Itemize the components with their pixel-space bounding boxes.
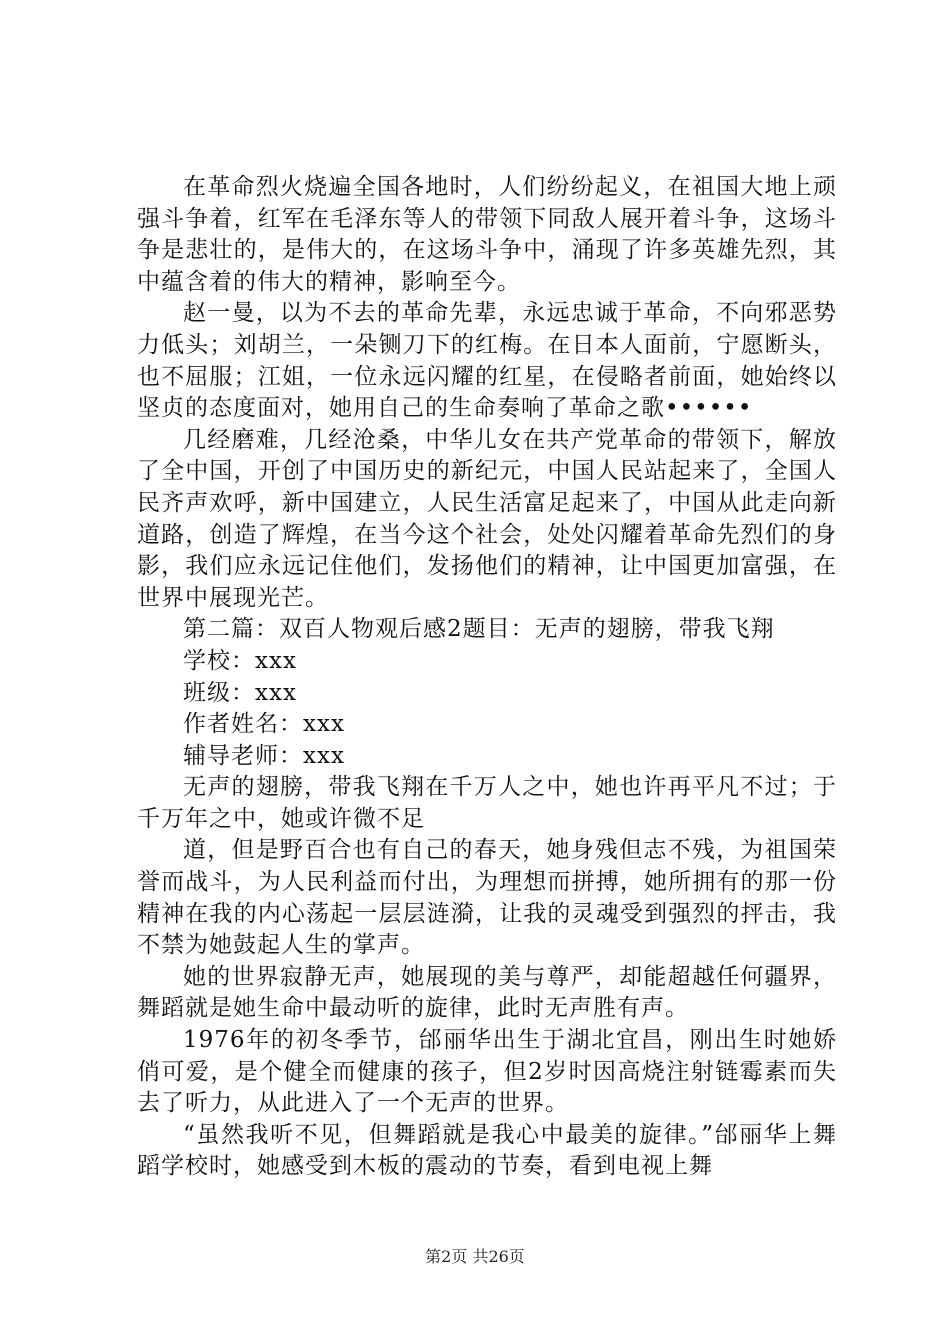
info-teacher: 辅导老师：xxx: [183, 742, 345, 769]
document-body: [137, 172, 837, 1183]
info-author: 作者姓名：xxx: [183, 711, 345, 738]
page-footer: 第2页 共26页: [425, 1247, 525, 1266]
paragraph: 无声的翅膀，带我飞翔在千万人之中，她也许再平凡不过；于千万年之中，她或许微不足: [137, 774, 837, 832]
paragraph: 赵一曼，以为不去的革命先辈，永远忠诚于革命，不向邪恶势力低头；刘胡兰，一朵铡刀下的红梅。在日本人面前，宁愿断头，也不屈服；江姐，一位永远闪耀的红星，在侵略者前面，她始终以坚贞的态度面对，她用自己的生命奏响了革命之歌••••••: [137, 300, 837, 422]
info-school: 学校：xxx: [183, 647, 297, 674]
paragraph: 在革命烈火烧遍全国各地时，人们纷纷起义，在祖国大地上顽强斗争着，红军在毛泽东等人的带领下同敌人展开着斗争，这场斗争是悲壮的，是伟大的，在这场斗争中，涌现了许多英雄先烈，其中蕴含着的伟大的精神，影响至今。: [137, 174, 837, 295]
paragraph: “虽然我听不见，但舞蹈就是我心中最美的旋律。”邰丽华上舞蹈学校时，她感受到木板的震动的节奏，看到电视上舞: [137, 1121, 837, 1180]
section-heading: 第二篇：双百人物观后感2题目：无声的翅膀，带我飞翔: [183, 616, 775, 643]
paragraph: 她的世界寂静无声，她展现的美与尊严，却能超越任何疆界，舞蹈就是她生命中最动听的旋律，此时无声胜有声。: [137, 963, 837, 1022]
paragraph: 几经磨难，几经沧桑，中华儿女在共产党革命的带领下，解放了全中国，开创了中国历史的新纪元，中国人民站起来了，全国人民齐声欢呼，新中国建立，人民生活富足起来了，中国从此走向新道路，创造了辉煌，在当今这个社会，处处闪耀着革命先烈们的身影，我们应永远记住他们，发扬他们的精神，让中国更加富强，在世界中展现光芒。: [137, 426, 837, 611]
paragraph: 1976年的初冬季节，邰丽华出生于湖北宜昌，刚出生时她娇俏可爱，是个健全而健康的孩子，但2岁时因高烧注射链霉素而失去了听力，从此进入了一个无声的世界。: [137, 1027, 837, 1117]
paragraph: 道，但是野百合也有自己的春天，她身残但志不残，为祖国荣誉而战斗，为人民利益而付出，为理想而拼搏，她所拥有的那一份精神在我的内心荡起一层层涟漪，让我的灵魂受到强烈的抨击，我不禁为她鼓起人生的掌声。: [137, 837, 837, 959]
info-class: 班级：xxx: [183, 679, 297, 706]
